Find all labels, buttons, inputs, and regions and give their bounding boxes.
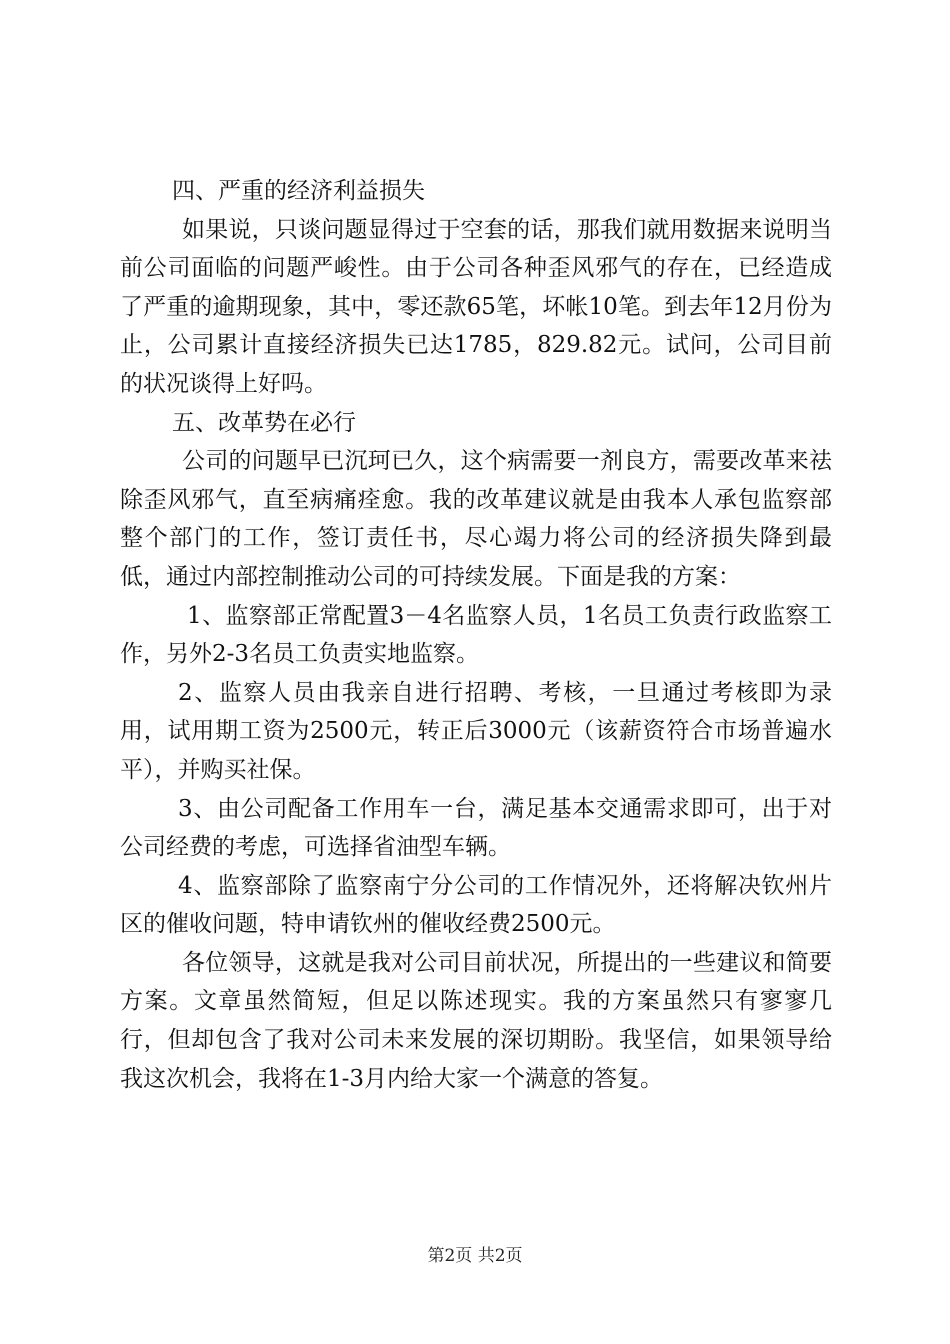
section-heading-5: 五、改革势在必行 (172, 409, 356, 436)
plan-item-2: 2、监察人员由我亲自进行招聘、考核，一旦通过考核即为录用，试用期工资为2500元，转正后3000元（该薪资符合市场普遍水平），并购买社保。 (120, 679, 832, 783)
plan-item-1: 1、监察部正常配置3－4名监察人员，1名员工负责行政监察工作，另外2-3名员工负责实地监察。 (120, 602, 832, 668)
paragraph-closing: 各位领导，这就是我对公司目前状况，所提出的一些建议和简要方案。文章虽然简短，但足以陈述现实。我的方案虽然只有寥寥几行，但却包含了我对公司未来发展的深切期盼。我坚信，如果领导给我这次机会，我将在1-3月内给大家一个满意的答复。 (120, 949, 832, 1092)
plan-item-4: 4、监察部除了监察南宁分公司的工作情况外，还将解决钦州片区的催收问题，特申请钦州的催收经费2500元。 (120, 872, 832, 938)
page-number-footer: 第2页 共2页 (427, 1246, 523, 1266)
plan-item-3: 3、由公司配备工作用车一台，满足基本交通需求即可，出于对公司经费的考虑，可选择省油型车辆。 (120, 795, 832, 861)
document-body (120, 172, 832, 1098)
paragraph-economic-losses: 如果说，只谈问题显得过于空套的话，那我们就用数据来说明当前公司面临的问题严峻性。由于公司各种歪风邪气的存在，已经造成了严重的逾期现象，其中，零还款65笔，坏帐10笔。到去年12月份为止，公司累计直接经济损失已达1785，829.82元。试问，公司目前的状况谈得上好吗。 (120, 216, 832, 397)
paragraph-reform-proposal: 公司的问题早已沉珂已久，这个病需要一剂良方，需要改革来祛除歪风邪气，直至病痛痊愈。我的改革建议就是由我本人承包监察部整个部门的工作，签订责任书，尽心竭力将公司的经济损失降到最低，通过内部控制推动公司的可持续发展。下面是我的方案： (120, 448, 832, 590)
section-heading-4: 四、严重的经济利益损失 (172, 178, 425, 204)
